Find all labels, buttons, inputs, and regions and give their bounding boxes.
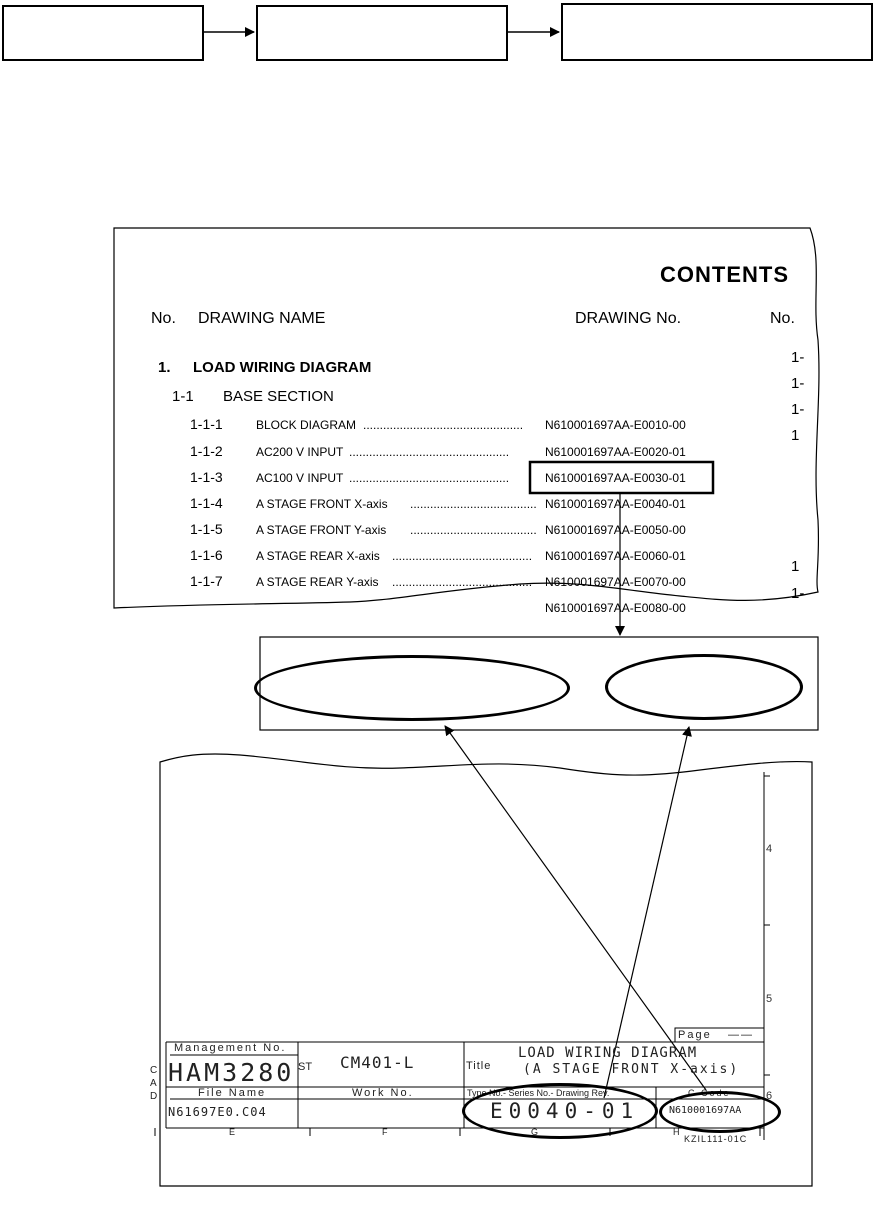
c-code-label: C Code (688, 1088, 731, 1098)
right-col-number: 1 (791, 558, 800, 575)
row-drawing-no: N610001697AA-E0050-00 (545, 523, 686, 537)
panel-ellipse-drawing (254, 655, 570, 721)
zone-letter: E (229, 1127, 238, 1137)
scale-number: 5 (766, 993, 773, 1005)
management-no-value: HAM3280 (168, 1058, 295, 1087)
zone-letter: F (382, 1127, 390, 1137)
scale-number: 4 (766, 843, 773, 855)
row-drawing-no: N610001697AA-E0040-01 (545, 497, 686, 511)
title-label: Title (466, 1060, 492, 1072)
right-col-number: 1- (791, 375, 805, 392)
page-label: Page (678, 1029, 712, 1041)
tb-ellipse-ccode (659, 1091, 781, 1133)
section-label: LOAD WIRING DIAGRAM (193, 359, 372, 376)
cad-label: CAD (150, 1065, 158, 1102)
row-number: 1-1-2 (190, 443, 223, 459)
contents-title: CONTENTS (660, 262, 789, 287)
arrow-ccode-to-panel (445, 726, 706, 1090)
tb-ellipse-drawing (462, 1083, 658, 1139)
row-name: AC200 V INPUT (256, 445, 344, 459)
subsection-label: BASE SECTION (223, 388, 334, 405)
page-value: —— (728, 1029, 754, 1041)
scale-number: 6 (766, 1090, 773, 1102)
row-name: AC100 V INPUT (256, 471, 344, 485)
row-name: A STAGE FRONT Y-axis (256, 523, 387, 537)
row-dots: ................................................ (349, 445, 510, 459)
row-dots: ...................................... (410, 497, 537, 511)
management-no-label: Management No. (174, 1042, 287, 1054)
panel-ellipse-ccode (605, 654, 803, 720)
st-value: CM401-L (340, 1053, 415, 1072)
right-col-number: 1- (791, 401, 805, 418)
row-drawing-no: N610001697AA-E0010-00 (545, 418, 686, 432)
row-number: 1-1-5 (190, 521, 223, 537)
row-drawing-no: N610001697AA-E0070-00 (545, 575, 686, 589)
row-number: 1-1-4 (190, 495, 223, 511)
row-drawing-no: N610001697AA-E0020-01 (545, 445, 686, 459)
row-name: A STAGE FRONT X-axis (256, 497, 388, 511)
row-number: 1-1-6 (190, 547, 223, 563)
title-line-1: LOAD WIRING DIAGRAM (518, 1045, 698, 1061)
work-no-label: Work No. (352, 1087, 414, 1099)
row-dots: ................................................ (363, 418, 524, 432)
right-col-number: 1 (791, 427, 800, 444)
drawing-no-value: E0040-01 (490, 1099, 640, 1123)
row-dots: .......................................... (392, 549, 533, 563)
subsection-number: 1-1 (172, 388, 194, 405)
zone-letter: G (531, 1127, 541, 1137)
row-name: A STAGE REAR Y-axis (256, 575, 379, 589)
row-drawing-no: N610001697AA-E0030-01 (545, 471, 686, 485)
row-drawing-no: N610001697AA-E0060-01 (545, 549, 686, 563)
type-no-label: Type No.- Series No.- Drawing Rev. (467, 1088, 610, 1098)
row-dots: .......................................... (392, 575, 533, 589)
header-no: No. (151, 310, 176, 327)
file-name-value: N61697E0.C04 (168, 1105, 267, 1119)
row-number: 1-1-1 (190, 416, 223, 432)
section-number: 1. (158, 359, 171, 376)
zone-letter: H (673, 1127, 682, 1137)
extra-drawing-no: N610001697AA-E0080-00 (545, 601, 686, 615)
header-no-right: No. (770, 310, 795, 327)
file-name-label: File Name (198, 1087, 267, 1099)
row-name: BLOCK DIAGRAM (256, 418, 357, 432)
row-name: A STAGE REAR X-axis (256, 549, 380, 563)
row-dots: ................................................ (349, 471, 510, 485)
c-code-value: N610001697AA (669, 1105, 742, 1116)
row-number: 1-1-3 (190, 469, 223, 485)
row-dots: ...................................... (410, 523, 537, 537)
right-col-number: 1- (791, 585, 805, 602)
title-line-2: (A STAGE FRONT X-axis) (523, 1062, 740, 1077)
st-label: ST (298, 1061, 313, 1073)
right-col-number: 1- (791, 349, 805, 366)
header-drawing-no: DRAWING No. (575, 310, 682, 327)
header-drawing-name: DRAWING NAME (198, 310, 326, 327)
row-number: 1-1-7 (190, 573, 223, 589)
doc-code: KZIL111-01C (684, 1134, 748, 1144)
